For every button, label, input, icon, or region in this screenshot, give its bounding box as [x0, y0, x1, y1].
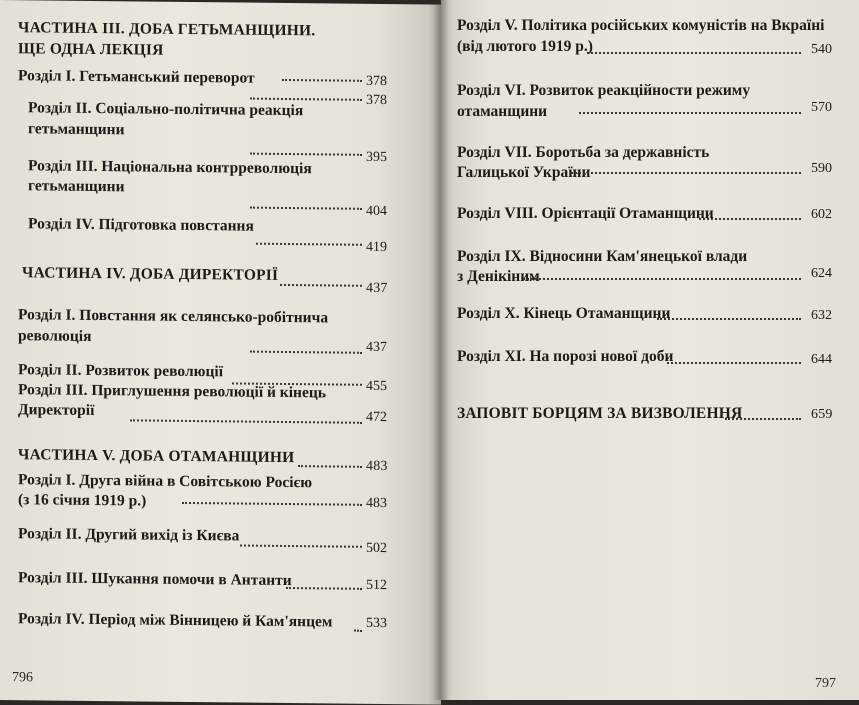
page-number: 404 [366, 203, 387, 220]
dot-leader [280, 284, 362, 287]
toc-entry-line: Розділ X. Кінець Отаманщини [457, 305, 671, 322]
toc-entry-line: Розділ IV. Підготовка повстання [28, 215, 254, 235]
toc-entry-line: революція [18, 327, 92, 345]
toc-entry-line: Розділ IV. Період між Вінницею й Кам'янцем [18, 610, 333, 631]
dot-leader [587, 52, 801, 54]
toc-entry-line: Розділ VII. Боротьба за державність [457, 144, 710, 161]
toc-entry-line: ЧАСТИНА IV. ДОБА ДИРЕКТОРІЇ [22, 264, 279, 284]
dot-leader [579, 112, 801, 114]
page-number: 378 [366, 92, 387, 109]
page-number: 659 [811, 407, 833, 422]
page-number: 395 [366, 149, 387, 166]
page-number: 632 [811, 308, 832, 323]
page-number: 570 [811, 100, 832, 115]
page-number: 533 [366, 615, 387, 632]
page-number: 455 [366, 378, 387, 395]
toc-entry-line: (від лютого 1919 р.) [457, 38, 593, 55]
dot-leader [250, 207, 362, 210]
page-number: 472 [366, 409, 387, 426]
toc-entry-line: Розділ VIII. Орієнтації Отаманщини [457, 205, 714, 222]
folio-left: 796 [12, 670, 33, 686]
dot-leader [571, 172, 801, 174]
toc-entry-line: Розділ ІІІ. Шукання помочи в Антанти [18, 569, 292, 590]
page-number: 624 [811, 266, 832, 281]
toc-entry-line: Розділ IX. Відносини Кам'янецької влади [457, 248, 748, 265]
page-number: 590 [811, 161, 832, 176]
toc-entry-line: з Денікіним [457, 268, 540, 285]
toc-entry-line: Розділ ІІІ. Національна контрреволюція [28, 157, 312, 178]
toc-entry-line: ЩЕ ОДНА ЛЕКЦІЯ [18, 40, 164, 59]
toc-entry-line: гетьманщини [28, 177, 125, 196]
toc-entry-line: ЗАПОВІТ БОРЦЯМ ЗА ВИЗВОЛЕННЯ [457, 405, 743, 422]
dot-leader [298, 465, 362, 468]
toc-entry-line: гетьманщини [28, 120, 125, 139]
page-number: 502 [366, 540, 387, 557]
right-page [441, 0, 859, 700]
toc-entry-line: отаманщини [457, 103, 548, 120]
page-number: 540 [811, 42, 832, 57]
page-number: 644 [811, 352, 832, 367]
book-gutter [433, 0, 449, 700]
dot-leader [182, 502, 362, 506]
toc-entry-line: Розділ V. Політика російських комуністів на Вкраїні [457, 17, 825, 34]
page-number: 602 [811, 207, 832, 222]
toc-entry-line: Розділ І. Гетьманський переворот [18, 67, 255, 87]
toc-entry-line: ЧАСТИНА ІІІ. ДОБА ГЕТЬМАНЩИНИ. [18, 19, 316, 40]
dot-leader [725, 418, 801, 420]
dot-leader [286, 587, 362, 590]
toc-entry-line: Розділ ІІ. Розвиток революції [18, 361, 224, 381]
toc-entry-line: Розділ ІІ. Соціально-політична реакція [28, 99, 304, 120]
dot-leader [523, 278, 801, 280]
toc-entry-line: Директорії [18, 401, 95, 419]
dot-leader [250, 351, 362, 354]
toc-entry-line: Розділ VI. Розвиток реакційности режиму [457, 82, 751, 99]
toc-entry-line: Розділ XI. На порозі нової доби [457, 348, 674, 365]
toc-entry-line: ЧАСТИНА V. ДОБА ОТАМАНЩИНИ [18, 446, 295, 467]
dot-leader [256, 243, 362, 246]
toc-entry-line: Розділ І. Друга війна в Совітською Росією [18, 471, 313, 492]
toc-entry-line: (з 16 січня 1919 р.) [18, 491, 147, 510]
page-number: 483 [366, 458, 388, 475]
page-number: 483 [366, 495, 387, 512]
dot-leader [699, 218, 801, 220]
dot-leader [657, 318, 801, 320]
dot-leader [354, 630, 362, 632]
toc-entry-line: Розділ ІІ. Другий вихід із Києва [18, 525, 240, 545]
toc-entry-line: Розділ І. Повстання як селянсько-робітнича [18, 306, 329, 327]
page-number: 437 [366, 280, 388, 297]
page-number: 437 [366, 339, 387, 356]
dot-leader [282, 79, 362, 82]
folio-right: 797 [815, 676, 836, 691]
dot-leader [130, 419, 362, 423]
page-number: 419 [366, 239, 387, 256]
dot-leader [250, 153, 362, 156]
dot-leader [667, 362, 801, 364]
toc-entry-line: Розділ ІІІ. Приглушення революції й кінець [18, 381, 326, 402]
page-number: 378 [366, 73, 387, 90]
dot-leader [240, 545, 362, 548]
page-number: 512 [366, 577, 387, 594]
toc-entry-line: Галицької України [457, 164, 591, 181]
